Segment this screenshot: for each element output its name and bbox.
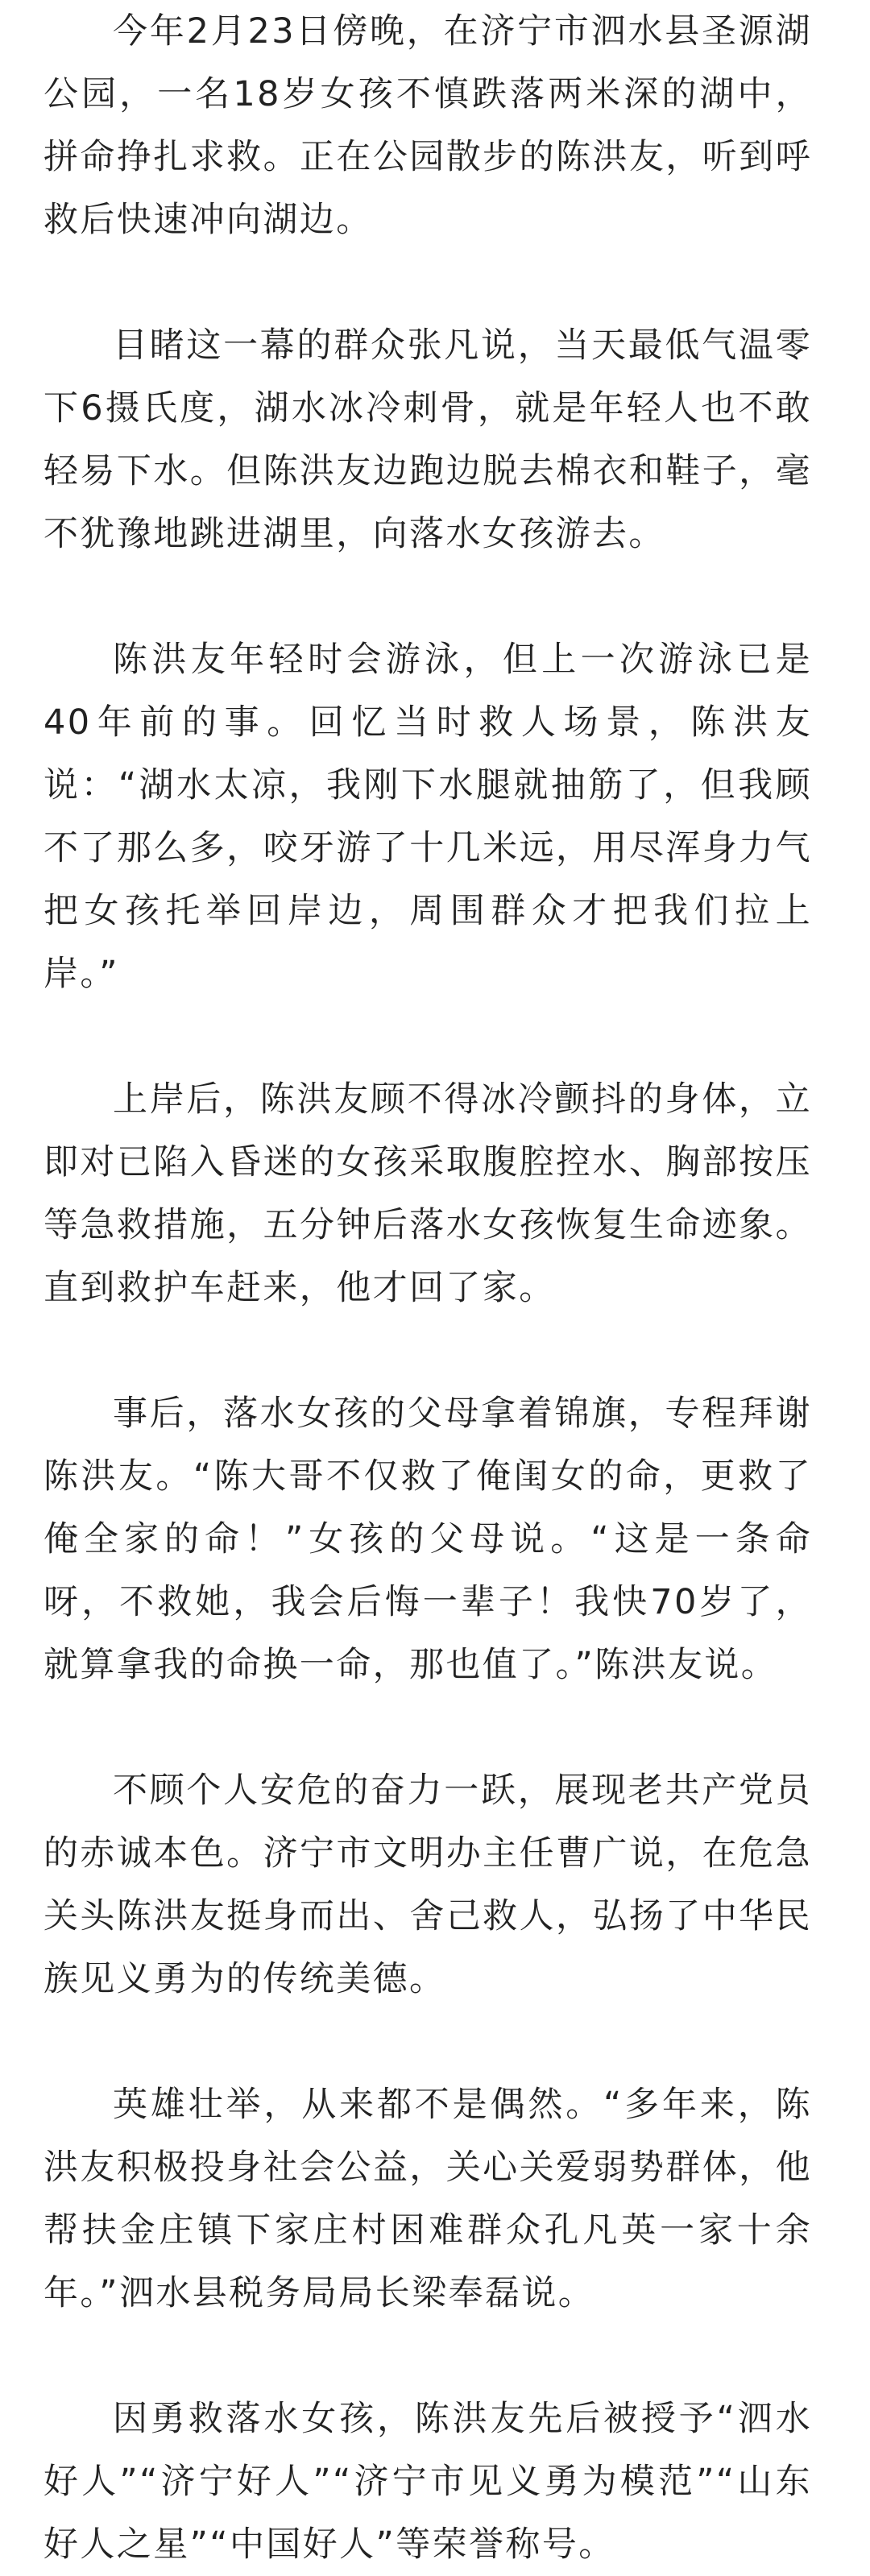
paragraph-7: 英雄壮举，从来都不是偶然。“多年来，陈洪友积极投身社会公益，关心关爱弱势群体，他帮扶金庄镇下家庄村困难群众孔凡英一家十余年。”泗水县税务局局长梁奉磊说。 [44,2085,812,2313]
paragraph-1: 今年2月23日傍晚，在济宁市泗水县圣源湖公园，一名18岁女孩不慎跌落两米深的湖中，拼命挣扎求救。正在公园散步的陈洪友，听到呼救后快速冲向湖边。 [44,11,812,240]
paragraph-3: 陈洪友年轻时会游泳，但上一次游泳已是40年前的事。回忆当时救人场景，陈洪友说：“湖水太凉，我刚下水腿就抽筋了，但我顾不了那么多，咬牙游了十几米远，用尽浑身力气把女孩托举回岸边，周围群众才把我们拉上岸。” [44,640,812,994]
paragraph-6: 不顾个人安危的奋力一跃，展现老共产党员的赤诚本色。济宁市文明办主任曹广说，在危急关头陈洪友挺身而出、舍己救人，弘扬了中华民族见义勇为的传统美德。 [44,1770,812,1999]
paragraph-2: 目睹这一幕的群众张凡说，当天最低气温零下6摄氏度，湖水冰冷刺骨，就是年轻人也不敢轻易下水。但陈洪友边跑边脱去棉衣和鞋子，毫不犹豫地跳进湖里，向落水女孩游去。 [44,325,812,554]
paragraph-8: 因勇救落水女孩，陈洪友先后被授予“泗水好人”“济宁好人”“济宁市见义勇为模范”“山东好人之星”“中国好人”等荣誉称号。 [44,2399,812,2565]
paragraph-4: 上岸后，陈洪友顾不得冰冷颤抖的身体，立即对已陷入昏迷的女孩采取腹腔控水、胸部按压等急救措施，五分钟后落水女孩恢复生命迹象。直到救护车赶来，他才回了家。 [44,1079,812,1308]
paragraph-5: 事后，落水女孩的父母拿着锦旗，专程拜谢陈洪友。“陈大哥不仅救了俺闺女的命，更救了俺全家的命！”女孩的父母说。“这是一条命呀，不救她，我会后悔一辈子！我快70岁了，就算拿我的命换一命，那也值了。”陈洪友说。 [44,1394,812,1685]
